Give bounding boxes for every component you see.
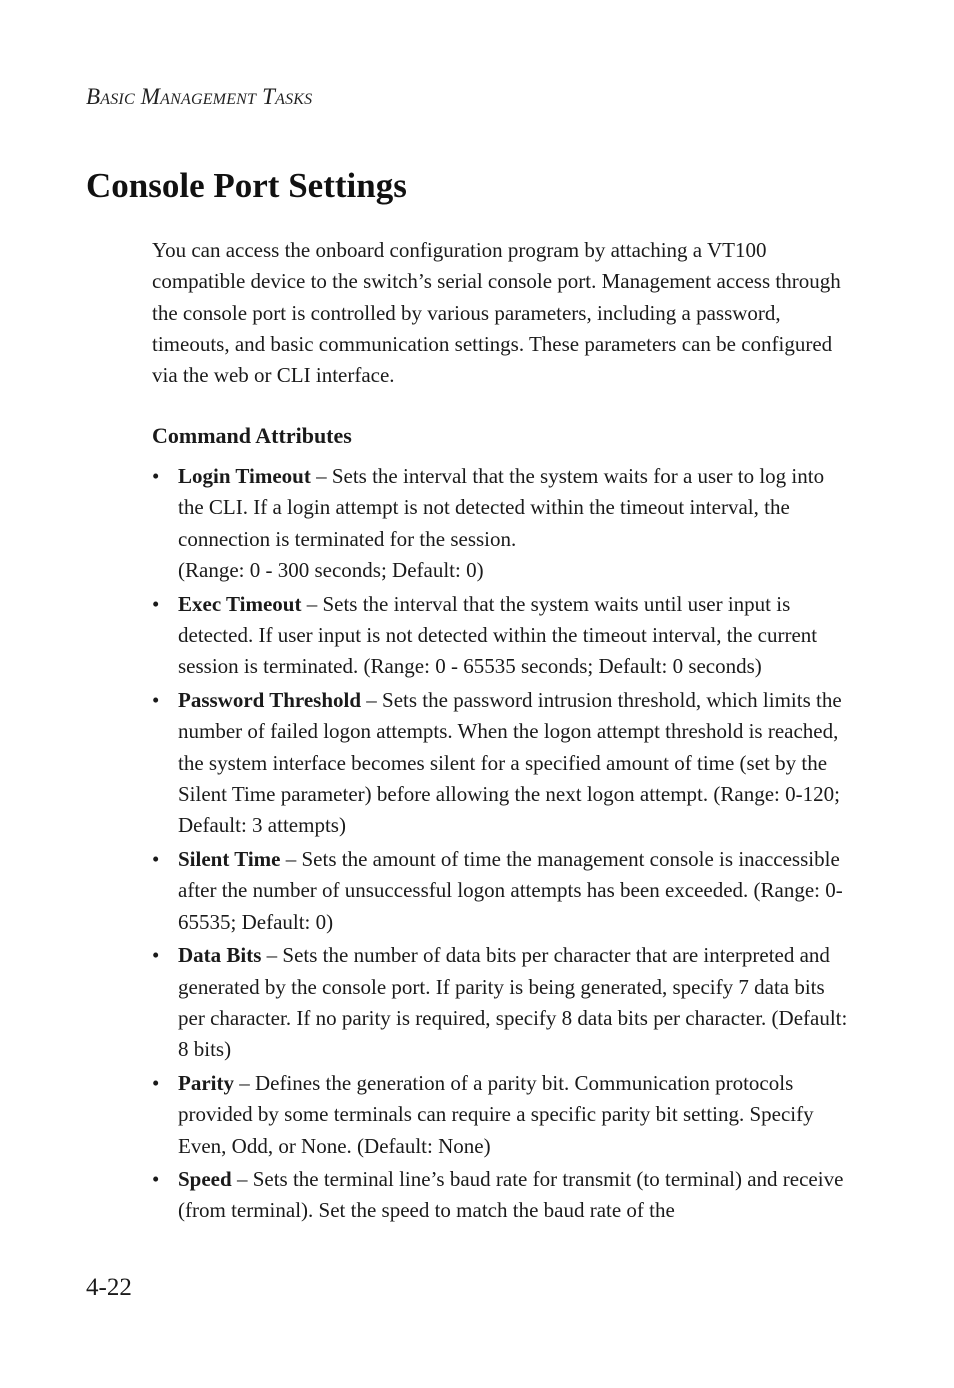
command-attributes-heading: Command Attributes bbox=[152, 423, 352, 448]
bullet-icon: • bbox=[152, 464, 160, 488]
attribute-term: Speed bbox=[178, 1166, 232, 1191]
attribute-term: Parity bbox=[178, 1070, 234, 1095]
attribute-login-timeout bbox=[152, 461, 852, 587]
attribute-password-threshold bbox=[152, 685, 852, 842]
bullet-icon: • bbox=[152, 1166, 160, 1191]
attribute-range: (Range: 0 - 300 seconds; Default: 0) bbox=[178, 558, 484, 583]
section-title: Console Port Settings bbox=[86, 166, 407, 205]
bullet-icon: • bbox=[152, 846, 160, 871]
attribute-term: Login Timeout bbox=[178, 464, 311, 488]
command-attributes-list bbox=[152, 461, 852, 1229]
attribute-description: – Defines the generation of a parity bit. Communication protocols provided by some terminals can require a specific parity bit setting. Specify Even, Odd, or None. (Default: None) bbox=[178, 1070, 814, 1158]
bullet-icon: • bbox=[152, 687, 160, 712]
intro-paragraph: You can access the onboard configuration program by attaching a VT100 compatible device to the switch’s serial console port. Management access through the console port is controlled by various parameters, including a password, timeouts, and basic communication settings. These parameters can be configured via the web or CLI interface. bbox=[152, 238, 841, 388]
attribute-description: – Sets the amount of time the management console is inaccessible after the number of unsuccessful logon attempts has been exceeded. (Range: 0-65535; Default: 0) bbox=[178, 846, 843, 934]
attribute-parity bbox=[152, 1068, 852, 1162]
attribute-description: – Sets the terminal line’s baud rate for transmit (to terminal) and receive (from terminal). Set the speed to match the baud rate of the bbox=[178, 1166, 844, 1223]
attribute-description: – Sets the password intrusion threshold, which limits the number of failed logon attempts. When the logon attempt threshold is reached, the system interface becomes silent for a specified amount of time (set by the Silent Time parameter) before allowing the next logon attempt. (Range: 0-120; Default: 3 attempts) bbox=[178, 687, 842, 838]
attribute-term: Data Bits bbox=[178, 943, 262, 968]
attribute-exec-timeout bbox=[152, 589, 852, 683]
page-number: 4-22 bbox=[86, 1274, 132, 1301]
running-header: Basic Management Tasks bbox=[86, 84, 313, 109]
bullet-icon: • bbox=[152, 591, 160, 616]
attribute-data-bits bbox=[152, 940, 852, 1066]
attribute-description: – Sets the interval that the system waits until user input is detected. If user input is not detected within the timeout interval, the current session is terminated. (Range: 0 - 65535 seconds; Default: 0 seconds) bbox=[178, 591, 818, 679]
attribute-term: Password Threshold bbox=[178, 687, 362, 712]
attribute-description: – Sets the number of data bits per character that are interpreted and generated by the console port. If parity is being generated, specify 7 data bits per character. If no parity is required, specify 8 data bits per character. (Default: 8 bits) bbox=[178, 943, 848, 1062]
bullet-icon: • bbox=[152, 943, 160, 968]
attribute-speed bbox=[152, 1164, 852, 1227]
attribute-silent-time bbox=[152, 844, 852, 938]
attribute-description: – Sets the interval that the system waits for a user to log into the CLI. If a login attempt is not detected within the timeout interval, the connection is terminated for the session. bbox=[178, 464, 825, 551]
bullet-icon: • bbox=[152, 1070, 160, 1095]
attribute-term: Silent Time bbox=[178, 846, 281, 871]
attribute-term: Exec Timeout bbox=[178, 591, 302, 616]
